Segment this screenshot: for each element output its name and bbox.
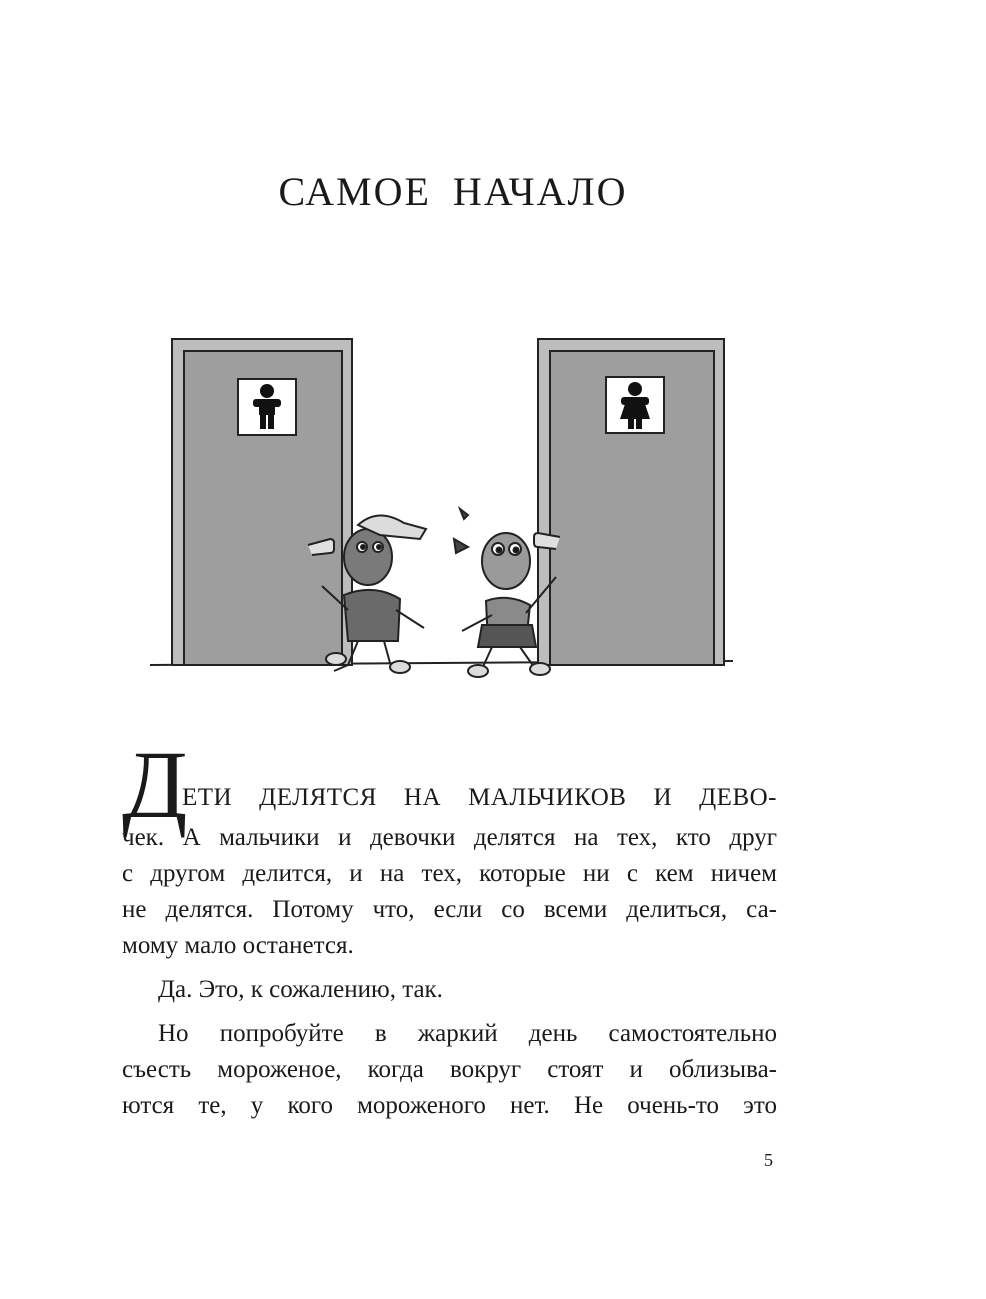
paragraph-1	[122, 820, 777, 964]
paragraph-3	[122, 1016, 777, 1124]
first-line-text: ЕТИ ДЕЛЯТСЯ НА МАЛЬЧИКОВ И ДЕВО-	[182, 784, 777, 811]
text-line: Но попробуйте в жаркий день самостоятельно	[158, 1020, 777, 1047]
body-text	[122, 731, 777, 1124]
doors-illustration	[148, 325, 738, 690]
drop-cap: Д	[122, 731, 188, 838]
paragraph-2	[122, 972, 777, 1008]
right-door	[534, 339, 724, 665]
text-line: с другом делится, и на тех, которые ни с кем ничем	[122, 860, 777, 887]
left-door	[172, 339, 352, 665]
chapter-title: САМОЕ НАЧАЛО	[278, 169, 628, 214]
page-number: 5	[764, 1150, 773, 1170]
text-line: мому мало останется.	[122, 932, 354, 959]
text-line: Да. Это, к сожалению, так.	[158, 976, 443, 1003]
text-line: не делятся. Потому что, если со всеми делиться, са-	[122, 896, 777, 923]
text-line: чек. А мальчики и девочки делятся на тех, кто друг	[122, 824, 777, 851]
text-line: ются те, у кого мороженого нет. Не очень-то это	[122, 1092, 777, 1119]
text-line: съесть мороженое, когда вокруг стоят и облизыва-	[122, 1056, 777, 1083]
